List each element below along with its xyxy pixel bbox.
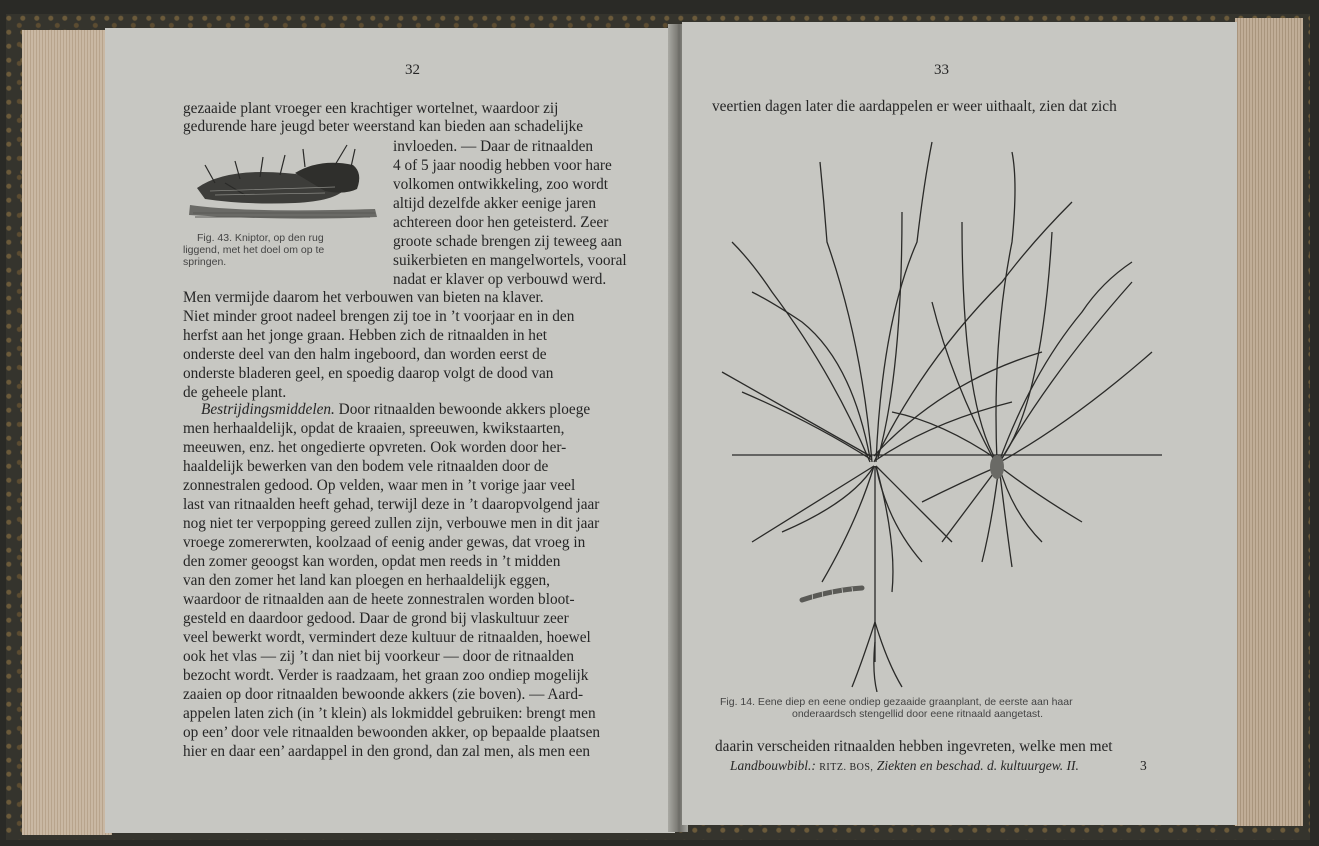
text-line: onderste deel van den halm ingeboord, dan worden eerst de [183,346,547,363]
text-line: meeuwen, enz. het ongedierte opvreten. Ook worden door her- [183,439,567,456]
figure-caption: springen. [183,256,227,268]
figure-caption: Fig. 43. Kniptor, op den rug [197,232,324,244]
section-first-line [201,400,590,419]
page-number: 33 [934,62,949,78]
text-line: zaaien op door ritnaalden bewoonde akkers (zie boven). — Aard- [183,686,584,703]
text-line: bezocht wordt. Verder is raadzaam, het graan zoo ondiep mogelijk [183,667,589,684]
page-footer [730,758,1079,774]
text-line: van den zomer het land kan ploegen en herhaaldelijk eggen, [183,572,550,589]
text-line: den zomer geoogst kan worden, opdat men reeds in ’t midden [183,553,561,570]
right-page [682,22,1237,825]
text-line: ook het vlas — zij ’t dan niet bij voorkeur — door de ritnaalden [183,648,574,665]
page-edges-right [1235,18,1303,826]
text-line: waardoor de ritnaalden aan de heete zonnestralen worden bloot- [183,591,575,608]
text-line: last van ritnaalden heeft gehad, terwijl deze in ’t daaropvolgend jaar [183,496,600,513]
text-line: invloeden. — Daar de ritnaalden [393,138,594,155]
text-line: achtereen door hen geteisterd. Zeer [393,214,609,231]
text-line: haaldelijk bewerken van den bodem vele ritnaalden door de [183,458,549,475]
page-edges-left [22,30,112,835]
text-line: gedurende hare jeugd beter weerstand kan bieden aan schadelijke [183,118,584,135]
text-line: men herhaaldelijk, opdat de kraaien, spreeuwen, kwikstaarten, [183,420,565,437]
figure-caption: liggend, met het doel om op te [183,244,325,256]
text-line: gezaaide plant vroeger een krachtiger wortelnet, waardoor zij [183,100,559,117]
text-line: veel bewerkt wordt, vermindert deze kultuur de ritnaalden, hoewel [183,629,591,646]
text-line: de geheele plant. [183,384,287,401]
section-heading: Bestrijdingsmiddelen. [201,401,335,418]
text-line: zonnestralen gedood. Op velden, waar men in ’t vorige jaar veel [183,477,576,494]
text-line: op een’ door vele ritnaalden bewoonden akker, op bepaalde plaatsen [183,724,601,741]
text-line: hier en daar een’ aardappel in den grond, dan zal men, als men een [183,743,591,760]
footer-series: Landbouwbibl.: [730,758,816,773]
text-line: onderste bladeren geel, en spoedig daarop volgt de dood van [183,365,554,382]
beetle-figure [185,143,385,223]
left-page [105,28,675,833]
text-line: altijd dezelfde akker eenige jaren [393,195,596,212]
text-line: volkomen ontwikkeling, zoo wordt [393,176,608,193]
text-line: 4 of 5 jaar noodig hebben voor hare [393,157,612,174]
text-line: herfst aan het jonge graan. Hebben zich de ritnaalden in het [183,327,547,344]
grain-plant-figure [712,122,1182,692]
text-line: gesteld en daardoor gedood. Daar de grond bij vlaskultuur zeer [183,610,569,627]
footer-signature: 3 [1140,758,1147,773]
text-line: appelen laten zich (in ’t klein) als lokmiddel gebruiken: brengt men [183,705,596,722]
text-line: groote schade brengen zij teweeg aan [393,233,622,250]
text-line: suikerbieten en mangelwortels, vooral [393,252,627,269]
text-line: daarin verscheiden ritnaalden hebben ingevreten, welke men met [715,738,1113,755]
figure-caption: onderaardsch stengellid door eene ritnaald aangetast. [792,708,1044,720]
text-line: Niet minder groot nadeel brengen zij toe in ’t voorjaar en in den [183,308,575,325]
text-line: veertien dagen later die aardappelen er weer uithaalt, zien dat zich [712,98,1117,115]
text-line: nog niet ter verpopping gereed zullen zijn, verbouwe men in dit jaar [183,515,600,532]
footer-title: Ziekten en beschad. d. kultuurgew. II. [876,758,1079,773]
figure-caption: Fig. 14. Eene diep en eene ondiep gezaaide graanplant, de eerste aan haar [720,696,1073,708]
section-first-line-rest: Door ritnaalden bewoonde akkers ploege [338,401,591,418]
text-line: Men vermijde daarom het verbouwen van bieten na klaver. [183,289,544,306]
footer-author: RITZ. BOS, [819,762,874,773]
page-number: 32 [405,62,420,78]
text-line: vroege zomererwten, koolzaad of eenig ander gewas, dat vroeg in [183,534,586,551]
text-line: nadat er klaver op verbouwd werd. [393,271,607,288]
